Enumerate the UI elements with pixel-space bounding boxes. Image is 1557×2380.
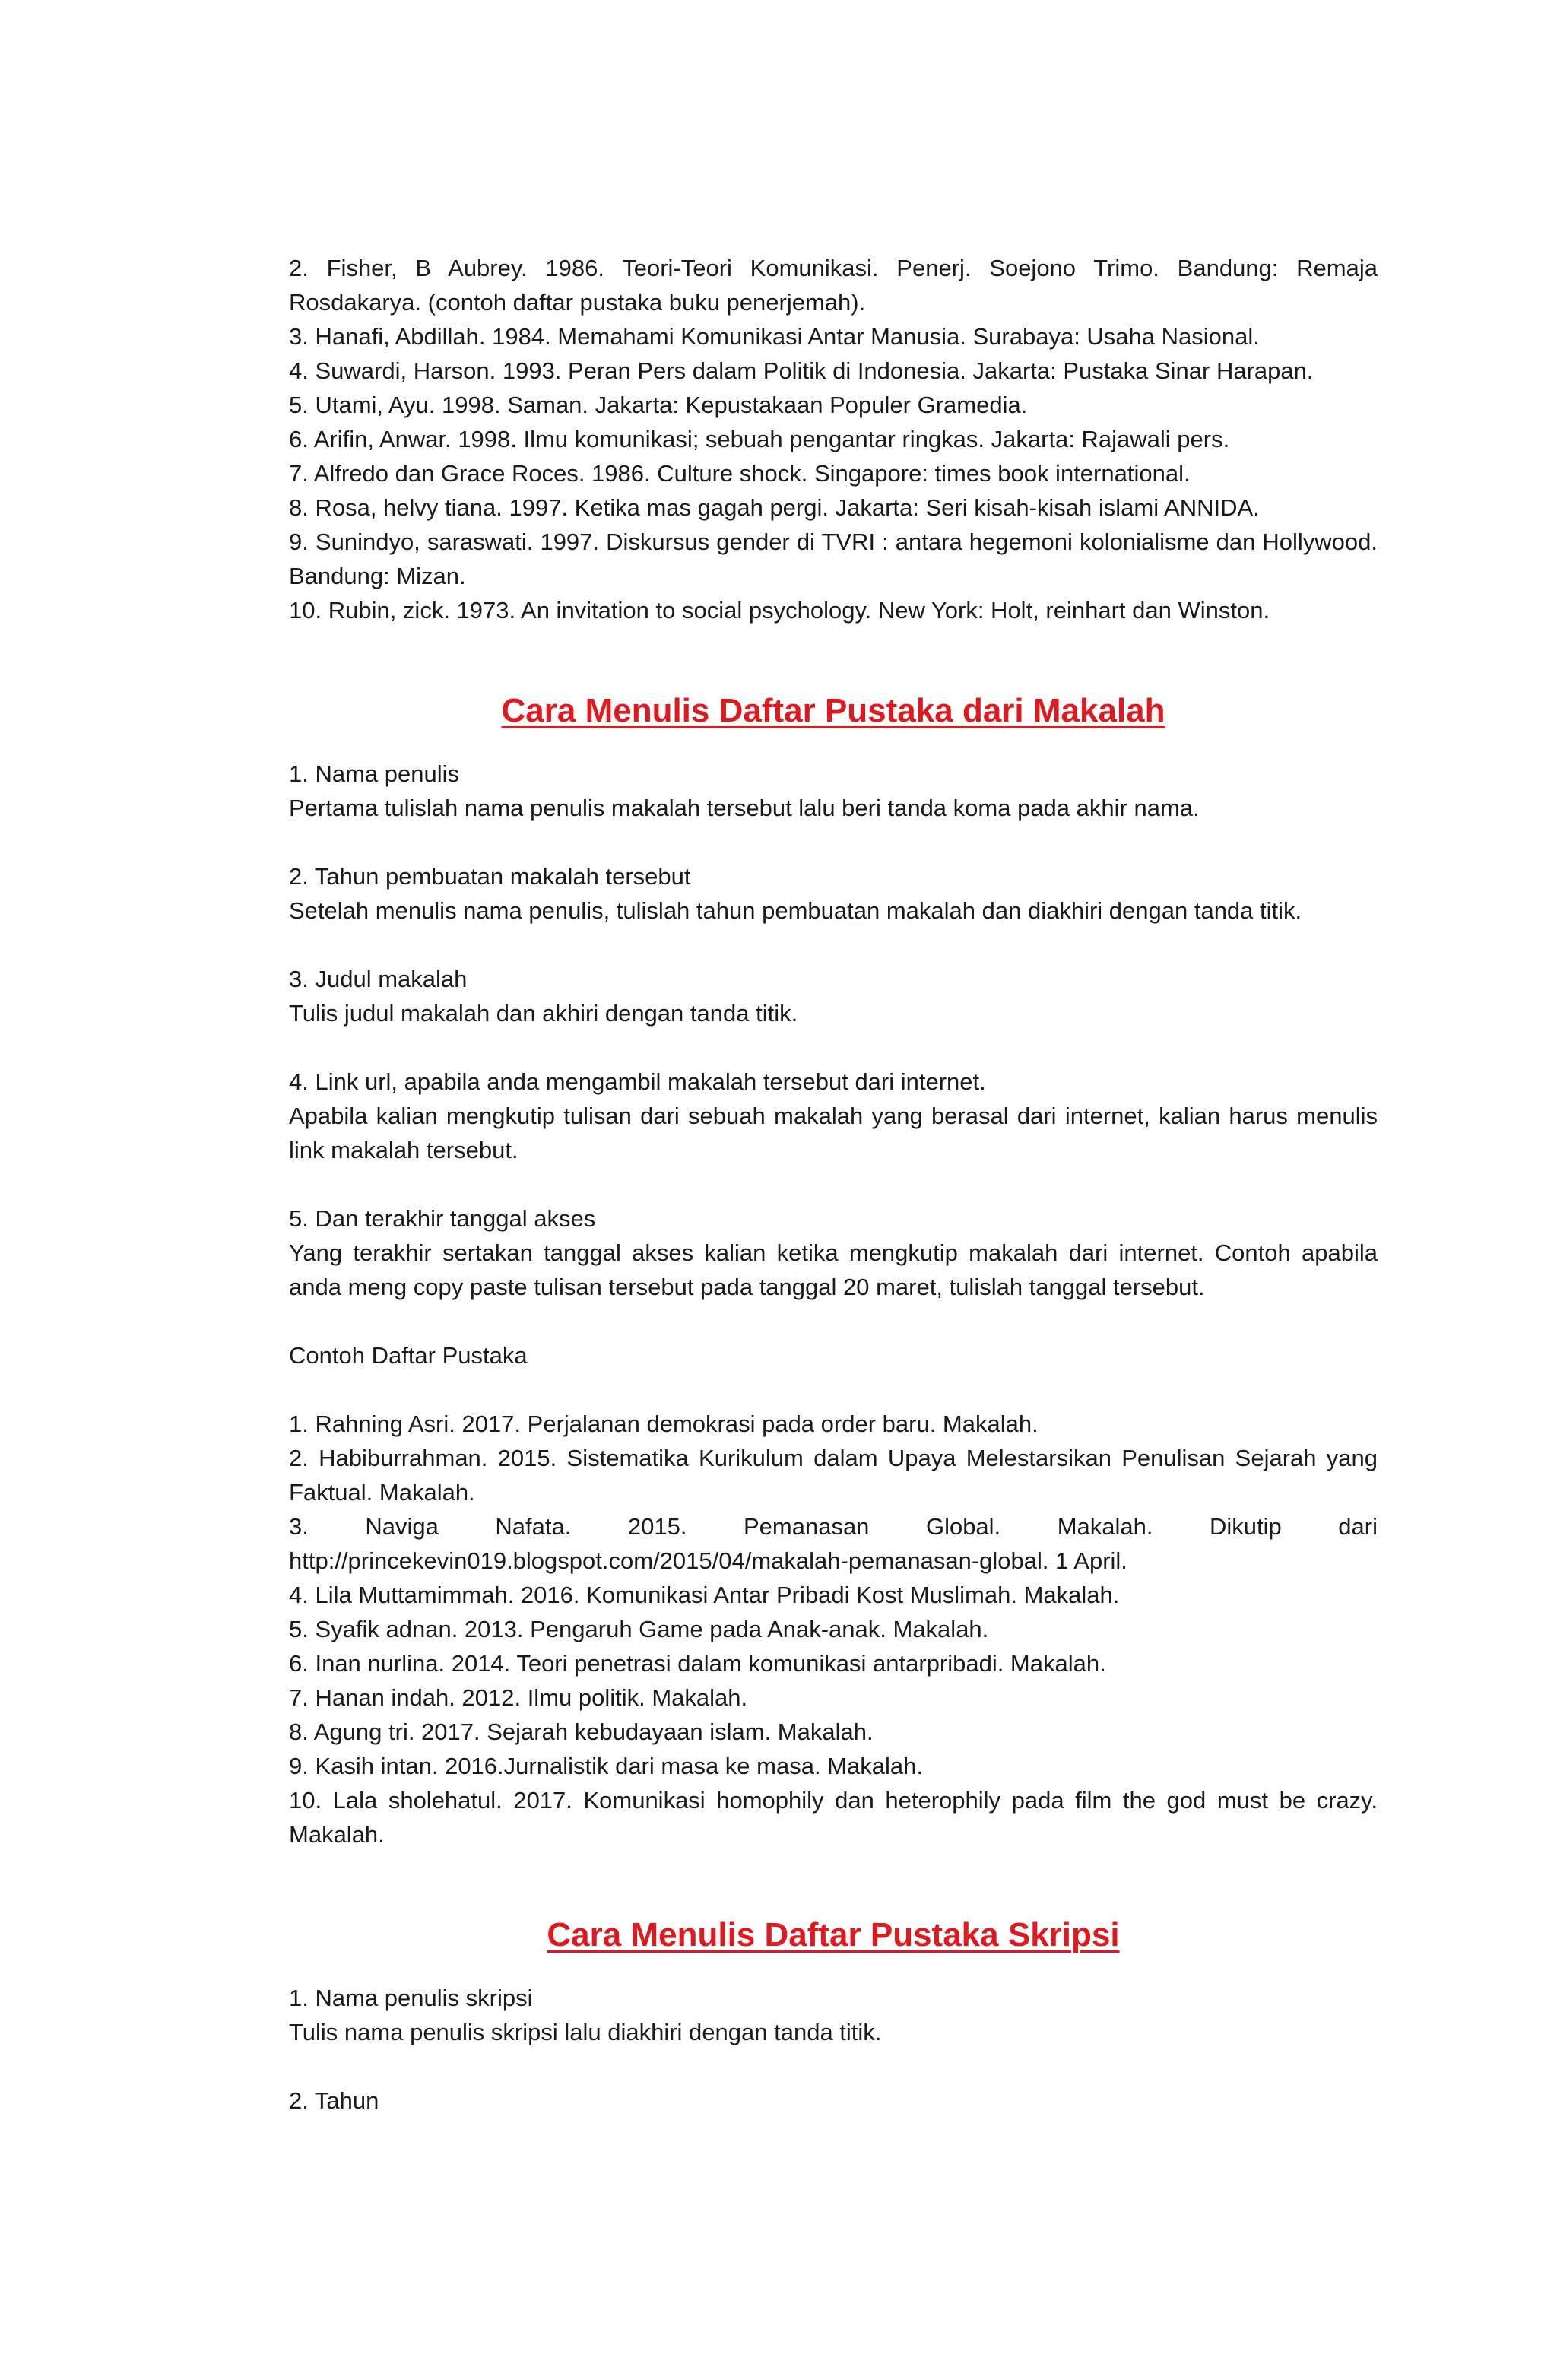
step-description: Setelah menulis nama penulis, tulislah tahun pembuatan makalah dan diakhiri dengan tanda titik.: [289, 897, 1302, 924]
makalah-step-1: [289, 757, 1378, 825]
list-item-url: http://princekevin019.blogspot.com/2015/04/makalah-pemanasan-global. 1 April.: [289, 1547, 1127, 1574]
list-item: 7. Hanan indah. 2012. Ilmu politik. Makalah.: [289, 1684, 748, 1711]
step-title: 4. Link url, apabila anda mengambil makalah tersebut dari internet.: [289, 1068, 986, 1095]
list-item: 5. Syafik adnan. 2013. Pengaruh Game pada Anak-anak. Makalah.: [289, 1616, 989, 1642]
step-title: 1. Nama penulis skripsi: [289, 1985, 533, 2011]
makalah-example-list: [289, 1407, 1378, 1852]
list-item: 7. Alfredo dan Grace Roces. 1986. Culture shock. Singapore: times book international.: [289, 460, 1191, 487]
list-item: 8. Agung tri. 2017. Sejarah kebudayaan islam. Makalah.: [289, 1718, 874, 1745]
list-item: 5. Utami, Ayu. 1998. Saman. Jakarta: Kepustakaan Populer Gramedia.: [289, 392, 1028, 418]
list-item: 3. Naviga Nafata. 2015. Pemanasan Global. Makalah. Dikutip dari: [289, 1513, 1378, 1540]
list-item: 4. Lila Muttamimmah. 2016. Komunikasi Antar Pribadi Kost Muslimah. Makalah.: [289, 1582, 1120, 1608]
list-item: 2. Habiburrahman. 2015. Sistematika Kurikulum dalam Upaya Melestarsikan Penulisan Sejarah yang Faktual. Makalah.: [289, 1445, 1378, 1506]
makalah-step-4: [289, 1065, 1378, 1167]
list-item: 10. Lala sholehatul. 2017. Komunikasi homophily dan heterophily pada film the god must be crazy. Makalah.: [289, 1787, 1378, 1848]
list-item: 4. Suwardi, Harson. 1993. Peran Pers dalam Politik di Indonesia. Jakarta: Pustaka Sinar Harapan.: [289, 357, 1314, 384]
intro-reference-list: [289, 251, 1378, 627]
step-title: 2. Tahun: [289, 2087, 379, 2114]
list-item: 2. Fisher, B Aubrey. 1986. Teori-Teori Komunikasi. Penerj. Soejono Trimo. Bandung: Remaja Rosdakarya. (contoh daftar pustaka buku penerjemah).: [289, 255, 1378, 316]
makalah-step-3: [289, 962, 1378, 1030]
step-description: Tulis nama penulis skripsi lalu diakhiri dengan tanda titik.: [289, 2019, 882, 2045]
list-item: 9. Sunindyo, saraswati. 1997. Diskursus gender di TVRI : antara hegemoni kolonialisme dan Hollywood. Bandung: Mizan.: [289, 528, 1378, 589]
skripsi-step-2: [289, 2083, 1378, 2118]
step-title: 1. Nama penulis: [289, 760, 460, 787]
section-heading-skripsi: Cara Menulis Daftar Pustaka Skripsi: [547, 1916, 1120, 1953]
list-item: 8. Rosa, helvy tiana. 1997. Ketika mas gagah pergi. Jakarta: Seri kisah-kisah islami ANNIDA.: [289, 494, 1260, 521]
example-title: Contoh Daftar Pustaka: [289, 1342, 528, 1369]
list-item: 9. Kasih intan. 2016.Jurnalistik dari masa ke masa. Makalah.: [289, 1753, 923, 1779]
step-description: Tulis judul makalah dan akhiri dengan tanda titik.: [289, 1000, 798, 1027]
step-title: 5. Dan terakhir tanggal akses: [289, 1205, 596, 1232]
document-page: [289, 251, 1378, 2118]
step-description: Pertama tulislah nama penulis makalah tersebut lalu beri tanda koma pada akhir nama.: [289, 795, 1200, 821]
makalah-step-5: [289, 1201, 1378, 1304]
makalah-step-2: [289, 859, 1378, 928]
skripsi-step-1: [289, 1981, 1378, 2049]
list-item: 1. Rahning Asri. 2017. Perjalanan demokrasi pada order baru. Makalah.: [289, 1411, 1039, 1437]
section-heading-makalah: Cara Menulis Daftar Pustaka dari Makalah: [501, 692, 1165, 729]
list-item: 6. Arifin, Anwar. 1998. Ilmu komunikasi; sebuah pengantar ringkas. Jakarta: Rajawali pers.: [289, 426, 1230, 452]
list-item: 3. Hanafi, Abdillah. 1984. Memahami Komunikasi Antar Manusia. Surabaya: Usaha Nasional.: [289, 323, 1260, 350]
list-item: 6. Inan nurlina. 2014. Teori penetrasi dalam komunikasi antarpribadi. Makalah.: [289, 1650, 1106, 1677]
step-description: Apabila kalian mengkutip tulisan dari sebuah makalah yang berasal dari internet, kalian harus menulis link makalah tersebut.: [289, 1103, 1378, 1163]
step-description: Yang terakhir sertakan tanggal akses kalian ketika mengkutip makalah dari internet. Contoh apabila anda meng copy paste tulisan tersebut pada tanggal 20 maret, tulislah tanggal tersebut.: [289, 1239, 1378, 1300]
step-title: 3. Judul makalah: [289, 966, 468, 992]
step-title: 2. Tahun pembuatan makalah tersebut: [289, 863, 691, 890]
list-item: 10. Rubin, zick. 1973. An invitation to social psychology. New York: Holt, reinhart dan Winston.: [289, 597, 1270, 624]
